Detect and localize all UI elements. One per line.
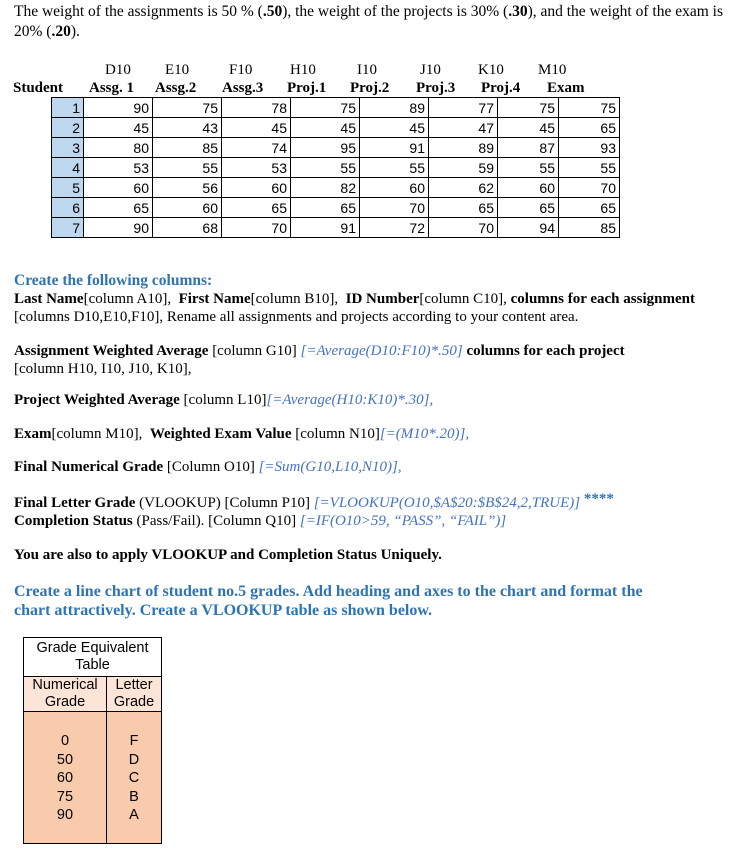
score-cell: 45: [291, 118, 360, 138]
score-cell: 55: [360, 158, 429, 178]
score-cell: 47: [429, 118, 498, 138]
letter-grade-value: F: [129, 733, 139, 749]
score-cell: 75: [291, 98, 360, 118]
column-letter: D10: [105, 62, 131, 78]
instruction-term: Exam: [14, 426, 52, 442]
instruction-term: First Name: [178, 291, 251, 307]
formula: [=IF(O10>59, “PASS”, “FAIL”)]: [299, 513, 507, 529]
score-cell: 45: [84, 118, 153, 138]
score-cell: 95: [291, 138, 360, 158]
score-cell: 65: [498, 198, 559, 218]
formula: [=Sum(G10,L10,N10)],: [258, 459, 402, 475]
score-cell: 70: [559, 178, 620, 198]
table-row: [52, 138, 620, 158]
column-header: Proj.4: [481, 80, 521, 96]
formula: [=Average(D10:F10)*.50]: [300, 343, 463, 359]
formula: [=VLOOKUP(O10,$A$20:$B$24,2,TRUE)]: [313, 495, 581, 511]
score-cell: 89: [429, 138, 498, 158]
intro-weight: .30: [508, 3, 528, 20]
score-cell: 78: [222, 98, 291, 118]
grade-equivalent-table: [23, 637, 162, 844]
instruction-term: columns for each assignment: [510, 291, 695, 307]
score-cell: 70: [360, 198, 429, 218]
intro-paragraph: [14, 2, 734, 42]
instruction-text: (VLOOKUP) [Column P10]: [139, 495, 310, 511]
formula: [=(M10*.20)],: [379, 426, 470, 442]
score-cell: 82: [291, 178, 360, 198]
instruction-term: Final Numerical Grade: [14, 459, 164, 475]
letter-grade-header: Letter Grade: [107, 677, 162, 712]
score-cell: 77: [429, 98, 498, 118]
score-cell: 55: [498, 158, 559, 178]
score-cell: 90: [84, 98, 153, 118]
intro-weight: .50: [262, 3, 283, 20]
instruction-term: Completion Status: [14, 513, 133, 529]
score-cell: 60: [84, 178, 153, 198]
instruction-line-2: [14, 342, 734, 378]
student-id-cell: 6: [52, 198, 84, 218]
column-header: Assg.3: [222, 80, 264, 96]
column-letter: E10: [165, 62, 190, 78]
column-letter: J10: [420, 62, 441, 78]
student-id-cell: 7: [52, 218, 84, 238]
student-id-cell: 1: [52, 98, 84, 118]
score-cell: 65: [559, 118, 620, 138]
instruction-text: [column G10]: [212, 343, 297, 359]
column-header: Exam: [547, 80, 585, 96]
score-cell: 70: [222, 218, 291, 238]
intro-text: ), and the weight of the exam is 20% (: [14, 3, 723, 40]
score-cell: 65: [84, 198, 153, 218]
student-id-cell: 2: [52, 118, 84, 138]
score-cell: 80: [84, 138, 153, 158]
student-id-cell: 4: [52, 158, 84, 178]
score-cell: 60: [498, 178, 559, 198]
numerical-grade-value: 0: [60, 733, 70, 749]
instruction-line-5: [14, 458, 734, 476]
instruction-term: Final Letter Grade: [14, 495, 136, 511]
score-cell: 68: [153, 218, 222, 238]
score-cell: 93: [559, 138, 620, 158]
score-cell: 60: [222, 178, 291, 198]
letter-grade-value: B: [129, 788, 139, 805]
column-header: Assg. 1: [89, 80, 135, 96]
score-cell: 65: [559, 198, 620, 218]
numerical-grade-value: 60: [56, 770, 74, 786]
score-cell: 85: [559, 218, 620, 238]
table-row: [52, 98, 620, 118]
score-cell: 53: [84, 158, 153, 178]
column-letter: I10: [357, 62, 377, 78]
score-cell: 90: [84, 218, 153, 238]
instruction-text: [column L10]: [183, 392, 267, 408]
intro-text: ), the weight of the projects is 30% (: [282, 3, 509, 20]
letter-grade-value: D: [128, 751, 140, 768]
instruction-line-6: [14, 491, 734, 512]
student-id-cell: 5: [52, 178, 84, 198]
instruction-term: columns for each project: [466, 343, 625, 359]
formula: [=Average(H10:K10)*.30],: [266, 392, 434, 408]
table-row: [52, 118, 620, 138]
score-cell: 75: [498, 98, 559, 118]
score-cell: 45: [498, 118, 559, 138]
table-row: [52, 198, 620, 218]
score-cell: 60: [153, 198, 222, 218]
intro-text: ).: [70, 23, 80, 40]
score-cell: 85: [153, 138, 222, 158]
numerical-grade-list: [24, 712, 107, 844]
score-cell: 65: [429, 198, 498, 218]
column-letter: K10: [478, 62, 504, 78]
instruction-text: [column H10, I10, J10, K10],: [14, 361, 192, 377]
grade-table-title: Grade Equivalent Table: [24, 638, 162, 677]
column-letter: H10: [290, 62, 316, 78]
numerical-grade-value: 90: [56, 807, 74, 823]
letter-grade-list: [107, 712, 162, 844]
score-cell: 60: [360, 178, 429, 198]
instruction-text: [Column O10]: [166, 459, 255, 475]
create-columns-heading: Create the following columns:: [14, 272, 213, 289]
score-cell: 62: [429, 178, 498, 198]
score-cell: 94: [498, 218, 559, 238]
instruction-line-7: [14, 512, 734, 530]
instruction-line-8: You are also to apply VLOOKUP and Completion Status Uniquely.: [14, 547, 442, 563]
asterisk-note: ****: [583, 491, 614, 507]
score-cell: 55: [291, 158, 360, 178]
intro-weight: .20: [51, 23, 71, 40]
score-cell: 65: [222, 198, 291, 218]
table-row: [52, 218, 620, 238]
column-letter: F10: [229, 62, 253, 78]
instruction-term: Project Weighted Average: [14, 392, 180, 408]
instruction-term: Assignment Weighted Average: [14, 343, 209, 359]
instruction-term: ID Number: [345, 291, 420, 307]
score-cell: 55: [153, 158, 222, 178]
score-cell: 87: [498, 138, 559, 158]
numerical-grade-value: 50: [56, 751, 74, 768]
column-header: Assg.2: [155, 80, 197, 96]
student-id-cell: 3: [52, 138, 84, 158]
score-cell: 53: [222, 158, 291, 178]
column-letter: M10: [538, 62, 567, 78]
instruction-term: Last Name: [14, 291, 84, 307]
score-cell: 65: [291, 198, 360, 218]
column-header: Proj.3: [416, 80, 456, 96]
score-cell: 55: [559, 158, 620, 178]
score-cell: 74: [222, 138, 291, 158]
table-row: [52, 158, 620, 178]
instruction-line-3: [14, 391, 734, 409]
instruction-text: [columns D10,E10,F10], Rename all assignments and projects according to your content area.: [14, 309, 579, 325]
score-cell: 91: [360, 138, 429, 158]
letter-grade-value: A: [129, 807, 139, 823]
score-cell: 91: [291, 218, 360, 238]
column-header: Proj.2: [350, 80, 390, 96]
letter-grade-value: C: [128, 770, 140, 786]
instruction-text: (Pass/Fail). [Column Q10]: [136, 513, 297, 529]
score-cell: 75: [559, 98, 620, 118]
instruction-term: Weighted Exam Value: [149, 426, 292, 442]
score-cell: 56: [153, 178, 222, 198]
scores-table: [51, 97, 620, 238]
score-cell: 43: [153, 118, 222, 138]
score-cell: 72: [360, 218, 429, 238]
instruction-text: [column B10],: [250, 291, 339, 307]
instruction-text: [column M10],: [51, 426, 143, 442]
score-cell: 70: [429, 218, 498, 238]
numerical-grade-header: Numerical Grade: [24, 677, 107, 712]
instruction-line-4: [14, 425, 734, 443]
intro-text: The weight of the assignments is 50 % (: [14, 3, 263, 20]
score-cell: 45: [360, 118, 429, 138]
score-cell: 59: [429, 158, 498, 178]
student-header: Student: [13, 80, 64, 96]
table-row: [52, 178, 620, 198]
column-header: Proj.1: [287, 80, 327, 96]
numerical-grade-value: 75: [56, 788, 74, 805]
score-cell: 75: [153, 98, 222, 118]
score-cell: 89: [360, 98, 429, 118]
instruction-line-1: [14, 290, 734, 326]
instruction-text: [column C10],: [419, 291, 507, 307]
chart-instruction: Create a line chart of student no.5 grades. Add heading and axes to the chart and format the chart attractively. Create a VLOOKUP table as shown below.: [14, 583, 643, 619]
instruction-text: [column A10],: [83, 291, 172, 307]
instruction-text: [column N10]: [295, 426, 380, 442]
score-cell: 45: [222, 118, 291, 138]
